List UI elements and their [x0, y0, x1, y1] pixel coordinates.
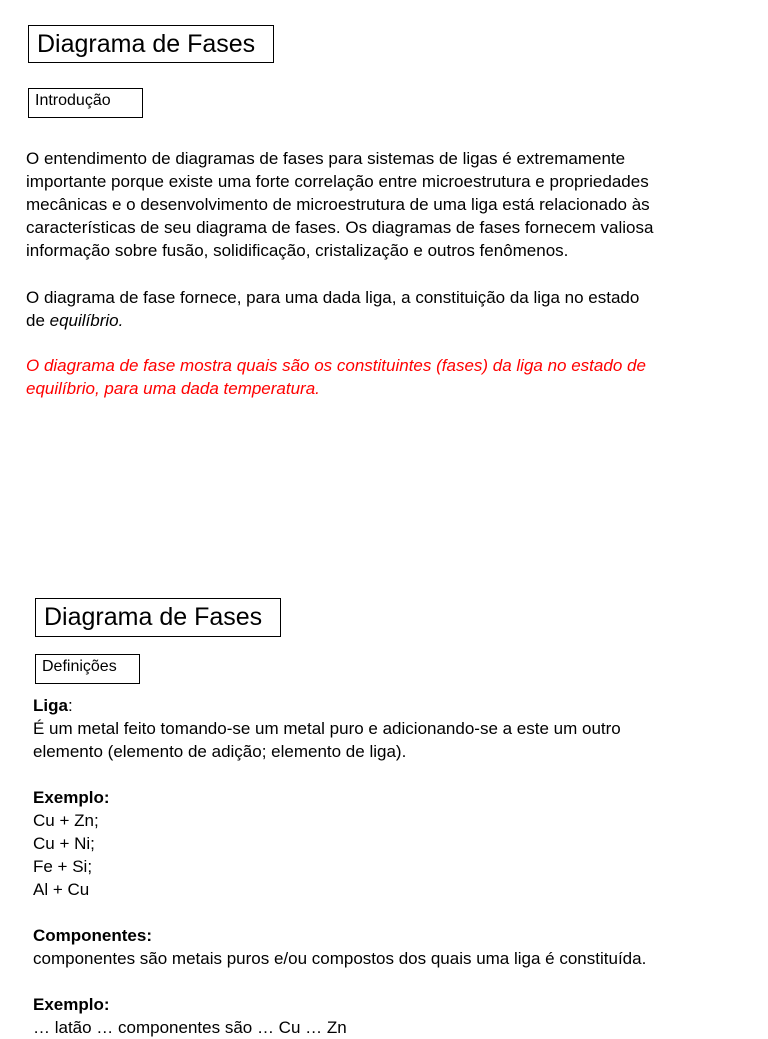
- text-line: O entendimento de diagramas de fases para sistemas de ligas é extremamente: [26, 149, 626, 168]
- slide1-section-label: Introdução: [28, 88, 143, 118]
- example-item: Cu + Zn;: [33, 811, 99, 830]
- exemplo-heading: Exemplo:: [33, 995, 110, 1014]
- exemplo-heading: Exemplo:: [33, 788, 110, 807]
- liga-heading-line: [33, 694, 646, 717]
- slide1-title: Diagrama de Fases: [28, 25, 274, 63]
- text-line: mecânicas e o desenvolvimento de microestrutura de uma liga está relacionado às: [26, 195, 650, 214]
- emphasis-equilibrio: equilíbrio.: [49, 311, 124, 330]
- liga-colon: :: [67, 696, 73, 715]
- text-line: O diagrama de fase fornece, para uma dada liga, a constituição da liga no estado: [26, 288, 640, 307]
- example-item: Al + Cu: [33, 880, 90, 899]
- text-line: importante porque existe uma forte correlação entre microestrutura e propriedades: [26, 172, 649, 191]
- text-prefix: de: [26, 311, 50, 330]
- slide2-section-label: Definições: [35, 654, 140, 684]
- text-line: É um metal feito tomando-se um metal puro e adicionando-se a este um outro: [33, 719, 621, 738]
- text-line: componentes são metais puros e/ou compostos dos quais uma liga é constituída.: [33, 949, 647, 968]
- blank-line: [33, 970, 646, 993]
- text-line-partial: … latão … componentes são … Cu … Zn: [33, 1018, 347, 1037]
- componentes-heading: Componentes:: [33, 926, 152, 945]
- text-line: O diagrama de fase mostra quais são os constituintes (fases) da liga no estado de: [26, 356, 646, 375]
- text-line: [26, 309, 639, 332]
- slide1-highlight-paragraph: [26, 354, 646, 400]
- text-line: informação sobre fusão, solidificação, cristalização e outros fenômenos.: [26, 241, 569, 260]
- text-line: elemento (elemento de adição; elemento de liga).: [33, 742, 407, 761]
- slide2-title: Diagrama de Fases: [35, 598, 281, 637]
- slide2-definitions-body: [33, 694, 646, 1039]
- example-item: Fe + Si;: [33, 857, 93, 876]
- example-item: Cu + Ni;: [33, 834, 95, 853]
- text-line: equilíbrio, para uma dada temperatura.: [26, 379, 320, 398]
- slide1-paragraph-intro: [26, 147, 653, 262]
- blank-line: [33, 763, 646, 786]
- text-line: características de seu diagrama de fases. Os diagramas de fases fornecem valiosa: [26, 218, 654, 237]
- slide1-paragraph-constitution: [26, 286, 639, 332]
- liga-heading: Liga: [33, 696, 68, 715]
- blank-line: [33, 901, 646, 924]
